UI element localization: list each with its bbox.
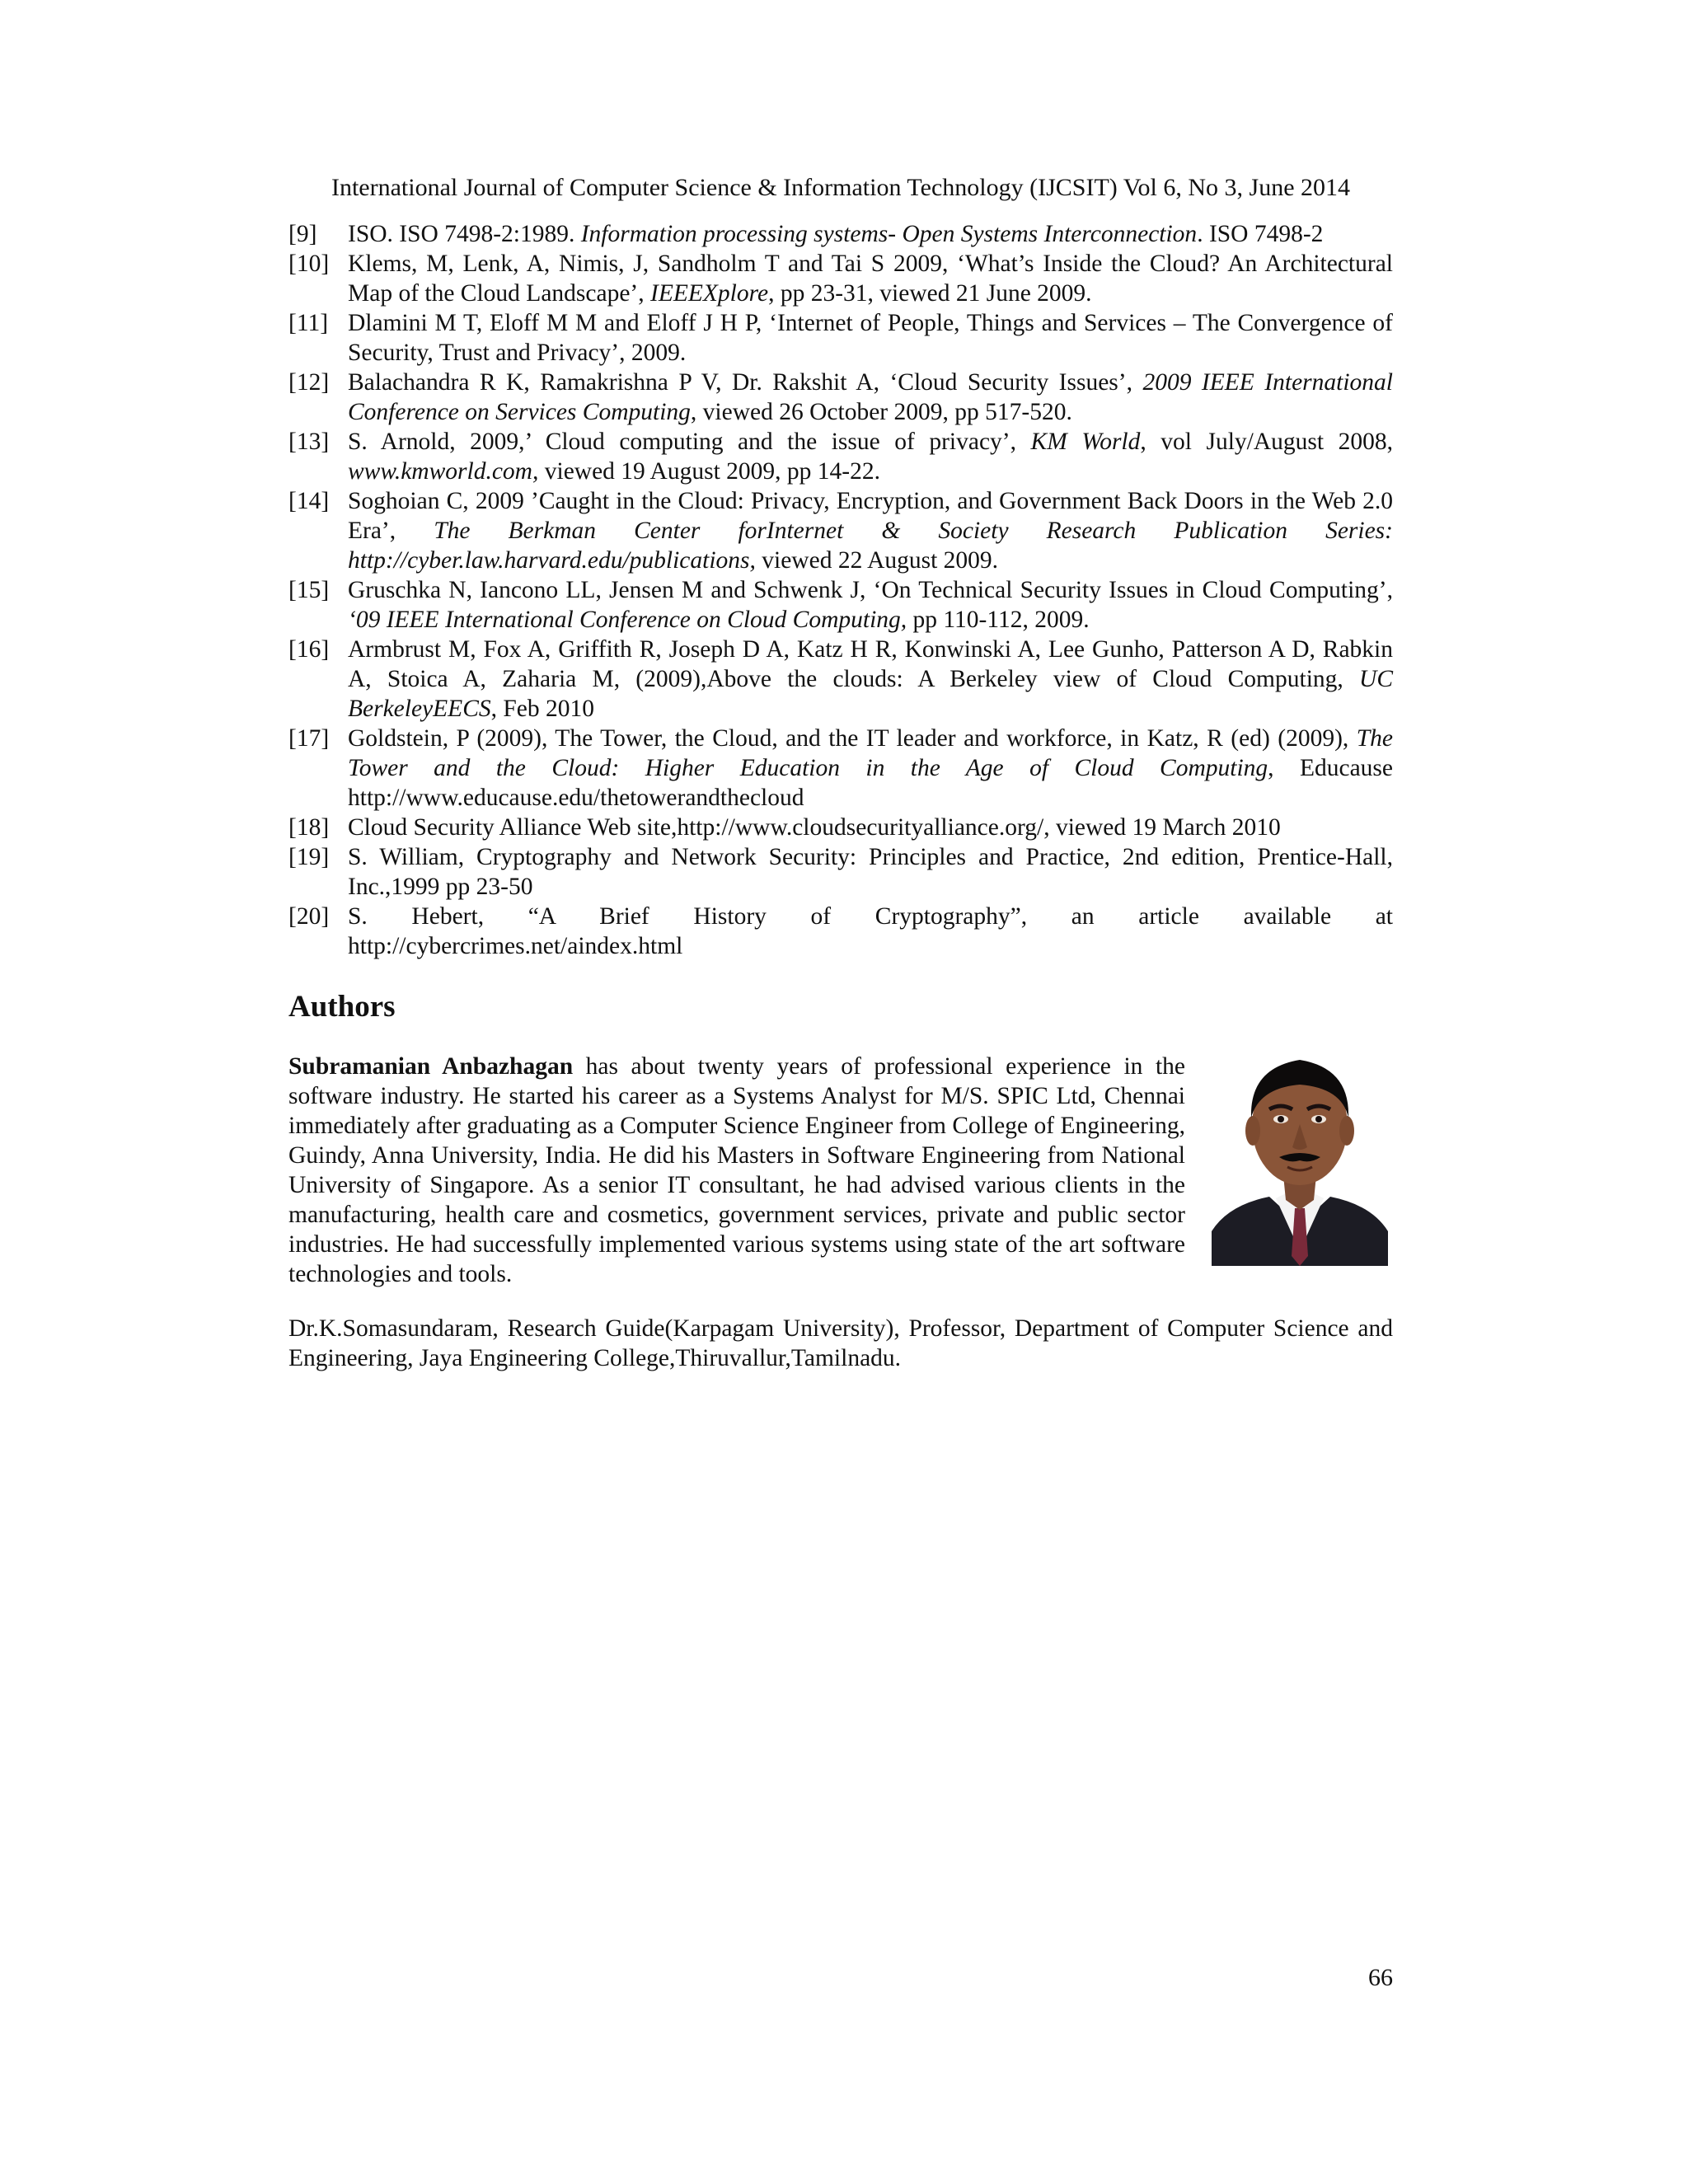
reference-text	[348, 842, 1393, 902]
reference-item-14	[288, 486, 1393, 575]
reference-line1: S. Hebert, “A Brief History of Cryptography”, an article available at	[348, 903, 1393, 930]
reference-text	[348, 427, 1393, 486]
reference-italic-text: IEEEXplore	[650, 280, 769, 307]
reference-text-segment: pp 110-112, 2009.	[907, 607, 1090, 633]
reference-number: [20]	[288, 903, 330, 930]
reference-text-segment: Dlamini M T, Eloff M M and Eloff J H P, ‘Internet of People, Things and Services – The Convergence of Security, Trust and Privacy’, 2009.	[348, 310, 1393, 366]
reference-item-16	[288, 635, 1393, 724]
reference-text-segment: Klems, M, Lenk, A, Nimis, J, Sandholm T and Tai S 2009, ‘What’s Inside the Cloud? An Architectural Map of the Cloud Landscape’,	[348, 251, 1393, 307]
reference-number: [10]	[288, 251, 330, 277]
reference-text-segment: , pp 23-31, viewed 21 June 2009.	[768, 280, 1092, 307]
reference-number: [15]	[288, 577, 330, 603]
author1-name: Subramanian Anbazhagan	[288, 1053, 574, 1080]
reference-url: http://cybercrimes.net/aindex.html	[348, 933, 683, 959]
reference-text-segment: S. William, Cryptography and Network Security: Principles and Practice, 2nd edition, Prentice-Hall, Inc.,1999 pp 23-50	[348, 844, 1393, 900]
reference-item-19	[288, 842, 1393, 902]
reference-text-segment: Cloud Security Alliance Web site,http://www.cloudsecurityalliance.org/, viewed 19 March 2010	[348, 814, 1281, 841]
reference-italic-text: ‘09 IEEE International Conference on Cloud Computing,	[348, 607, 907, 633]
reference-text	[348, 813, 1393, 842]
reference-number: [16]	[288, 636, 330, 663]
reference-text-segment: viewed 19 August 2009, pp 14-22.	[538, 458, 880, 485]
reference-text-segment: Armbrust M, Fox A, Griffith R, Joseph D A, Katz H R, Konwinski A, Lee Gunho, Patterson A D, Rabkin A, Stoica A, Zaharia M, (2009),Above the clouds: A Berkeley view of Cloud Computing,	[348, 636, 1393, 692]
reference-italic-text: UC BerkeleyEECS	[348, 666, 1393, 722]
reference-text	[348, 368, 1393, 427]
reference-item-20	[288, 902, 1393, 931]
reference-text-segment: ISO. ISO 7498-2:1989.	[348, 221, 581, 247]
reference-number: [13]	[288, 429, 330, 455]
reference-text	[348, 902, 1393, 931]
reference-number: [19]	[288, 844, 330, 870]
reference-text	[348, 575, 1393, 635]
reference-item-15	[288, 575, 1393, 635]
reference-text-segment: , Educause http://www.educause.edu/thetowerandthecloud	[348, 755, 1393, 811]
reference-italic-text: www.kmworld.com,	[348, 458, 539, 485]
reference-number: [12]	[288, 369, 330, 396]
reference-text-segment: viewed 22 August 2009.	[755, 547, 999, 574]
reference-list	[288, 219, 1393, 961]
reference-text-segment: Balachandra R K, Ramakrishna P V, Dr. Rakshit A, ‘Cloud Security Issues’,	[348, 369, 1143, 396]
reference-text	[348, 635, 1393, 724]
reference-text-segment: . ISO 7498-2	[1197, 221, 1324, 247]
reference-text	[348, 308, 1393, 368]
reference-text-segment: Goldstein, P (2009), The Tower, the Cloud, and the IT leader and workforce, in Katz, R (ed) (2009),	[348, 725, 1357, 752]
reference-number: [9]	[288, 221, 317, 247]
reference-text-segment: Gruschka N, Iancono LL, Jensen M and Schwenk J, ‘On Technical Security Issues in Cloud Computing’,	[348, 577, 1393, 603]
reference-number: [11]	[288, 310, 329, 336]
reference-item-12	[288, 368, 1393, 427]
reference-number: [14]	[288, 488, 330, 514]
reference-number: [18]	[288, 814, 330, 841]
reference-item-13	[288, 427, 1393, 486]
reference-text	[348, 219, 1393, 249]
author1-bio-text: has about twenty years of professional experience in the software industry. He started his career as a Systems Analyst for M/S. SPIC Ltd, Chennai immediately after graduating as a Computer Science Engineer from College of Engineering, Guindy, Anna University, India. He did his Masters in Software Engineering from National University of Singapore. As a senior IT consultant, he had advised various clients in the manufacturing, health care and cosmetics, government services, private and public sector industries. He had successfully implemented various systems using state of the art software technologies and tools.	[288, 1053, 1185, 1287]
reference-italic-text: The Tower and the Cloud: Higher Education in the Age of Cloud Computing	[348, 725, 1393, 781]
reference-item-17	[288, 724, 1393, 813]
reference-number: [17]	[288, 725, 330, 752]
reference-italic-text: Information processing systems- Open Systems Interconnection	[580, 221, 1198, 247]
reference-item-18	[288, 813, 1393, 842]
reference-item-20-continued	[288, 931, 1393, 961]
authors-heading: Authors	[288, 990, 396, 1024]
reference-text-segment: , Feb 2010	[490, 696, 595, 722]
reference-text	[348, 486, 1393, 575]
reference-italic-text: The Berkman Center forInternet & Society Research Publication Series: http://cyber.law.harvard.edu/publications,	[348, 518, 1393, 574]
author1-bio	[288, 1052, 1185, 1289]
reference-item-9	[288, 219, 1393, 249]
reference-text-segment: Soghoian C, 2009 ’Caught in the Cloud: Privacy, Encryption, and Government Back Doors in the Web 2.0 Era’,	[348, 488, 1393, 544]
reference-item-11	[288, 308, 1393, 368]
reference-italic-text: 2009 IEEE International Conference on Services Computing	[348, 369, 1393, 425]
reference-text-segment: S. Arnold, 2009,’ Cloud computing and the issue of privacy’,	[348, 429, 1031, 455]
reference-text	[348, 724, 1393, 813]
author-photo	[1212, 1035, 1388, 1266]
page-number: 66	[1368, 1964, 1393, 1991]
reference-text-segment: , vol July/August 2008,	[1140, 429, 1394, 455]
reference-text-segment: , viewed 26 October 2009, pp 517-520.	[690, 399, 1072, 425]
journal-header: International Journal of Computer Science & Information Technology (IJCSIT) Vol 6, No 3, June 2014	[331, 174, 1351, 201]
reference-text	[348, 249, 1393, 308]
author2-bio: Dr.K.Somasundaram, Research Guide(Karpagam University), Professor, Department of Computer Science and Engineering, Jaya Engineering College,Thiruvallur,Tamilnadu.	[288, 1315, 1393, 1371]
reference-italic-text: KM World	[1030, 429, 1141, 455]
reference-item-10	[288, 249, 1393, 308]
